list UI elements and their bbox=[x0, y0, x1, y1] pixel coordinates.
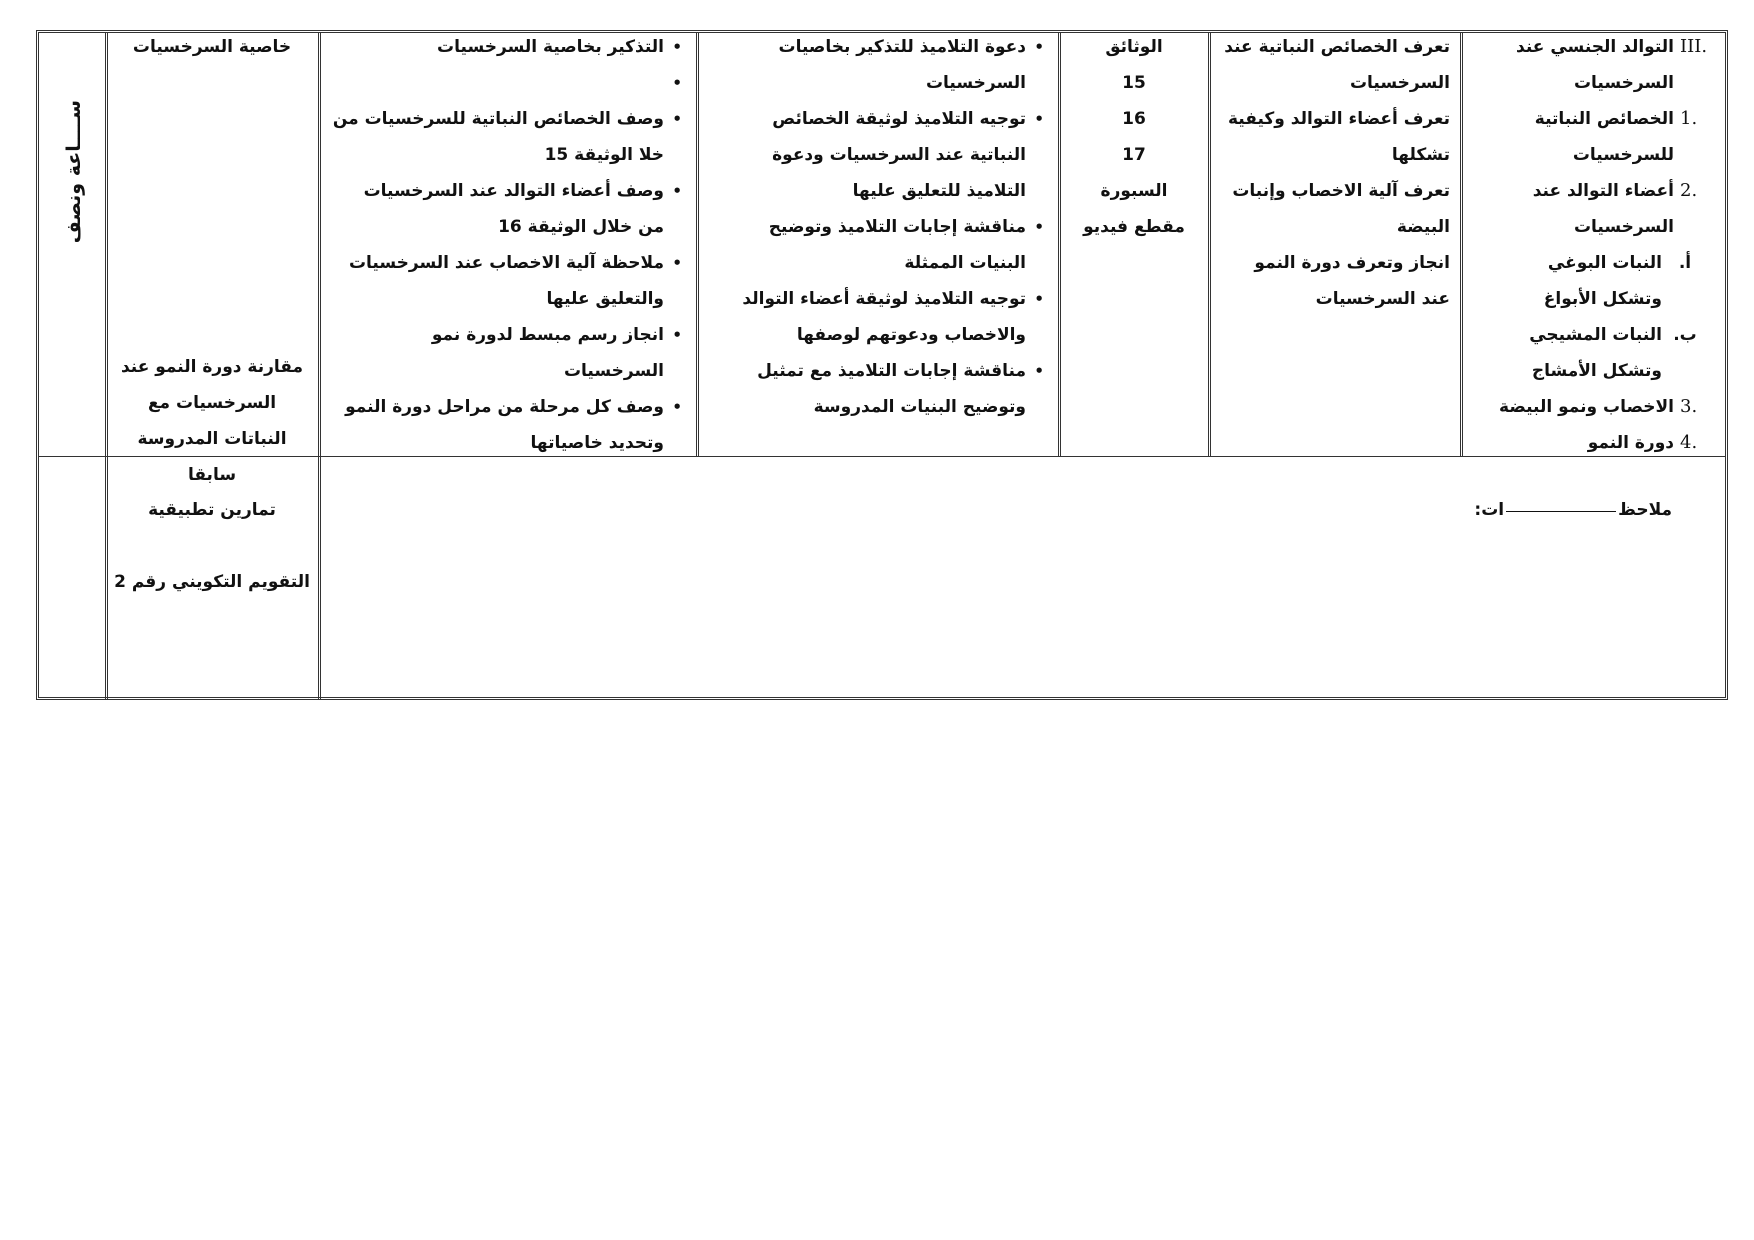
document-ref: 15 bbox=[1122, 73, 1146, 93]
list-item: • انجاز رسم مبسط لدورة نمو السرخسيات bbox=[332, 317, 686, 389]
content-column bbox=[1466, 29, 1716, 461]
objective: تعرف الخصائص النباتية عند السرخسيات bbox=[1224, 37, 1450, 93]
objective: تعرف آلية الاخصاب وإنبات البيضة bbox=[1232, 181, 1450, 237]
column-divider bbox=[1460, 33, 1463, 456]
column-divider bbox=[696, 33, 699, 456]
list-item: 1. الخصائص النباتية للسرخسيات bbox=[1534, 108, 1698, 165]
evaluation-column-top bbox=[114, 29, 310, 65]
column-divider bbox=[318, 33, 321, 700]
evaluation-bottom: مقارنة دورة النمو عند السرخسيات مع النباتات المدروسة سابقا bbox=[120, 357, 304, 485]
list-item: 2. أعضاء التوالد عند السرخسيات bbox=[1532, 180, 1698, 237]
objective: تعرف أعضاء التوالد وكيفية تشكلها bbox=[1227, 109, 1450, 165]
student-activities-column bbox=[332, 29, 686, 461]
teacher-activities-column bbox=[712, 29, 1048, 425]
list-item: • وصف كل مرحلة من مراحل دورة النمو وتحديد خاصياتها bbox=[332, 389, 686, 461]
list-item: • مناقشة إجابات التلاميذ مع تمثيل وتوضيح البنيات المدروسة bbox=[712, 353, 1048, 425]
exercises-label: تمارين تطبيقية bbox=[148, 500, 276, 520]
documents-heading: الوثائق bbox=[1105, 37, 1163, 57]
document-ref: 16 bbox=[1122, 109, 1146, 129]
duration-cell bbox=[52, 92, 96, 252]
list-item: • وصف الخصائص النباتية للسرخسيات من خلا الوثيقة 15 bbox=[332, 101, 686, 173]
list-item: • وصف أعضاء التوالد عند السرخسيات من خلال الوثيقة 16 bbox=[332, 173, 686, 245]
list-item: 3. الاخصاب ونمو البيضة bbox=[1499, 396, 1698, 417]
column-divider bbox=[105, 33, 108, 700]
duration-label: ســــاعة ونصف bbox=[63, 100, 85, 244]
notes-label: ملاحظات: bbox=[1474, 500, 1672, 520]
list-item: • مناقشة إجابات التلاميذ وتوضيح البنيات الممثلة bbox=[712, 209, 1048, 281]
main-title: التوالد الجنسي عند السرخسيات bbox=[1516, 37, 1674, 93]
list-item bbox=[332, 65, 686, 101]
list-item: 4. دورة النمو bbox=[1587, 432, 1698, 453]
column-divider bbox=[1058, 33, 1061, 456]
evaluation-top: خاصية السرخسيات bbox=[132, 37, 292, 57]
list-item: • ملاحظة آلية الاخصاب عند السرخسيات والتعليق عليها bbox=[332, 245, 686, 317]
tool: السبورة bbox=[1100, 181, 1168, 201]
evaluation-column-bottom bbox=[114, 349, 310, 493]
formative-evaluation-label: التقويم التكويني رقم 2 bbox=[114, 572, 310, 592]
notes-cell bbox=[1300, 492, 1672, 528]
objective: انجاز وتعرف دورة النمو عند السرخسيات bbox=[1254, 253, 1450, 309]
column-divider bbox=[1208, 33, 1211, 456]
formative-evaluation-cell bbox=[114, 564, 310, 600]
list-item: • التذكير بخاصية السرخسيات bbox=[332, 29, 686, 65]
list-item: • دعوة التلاميذ للتذكير بخاصيات السرخسيات bbox=[712, 29, 1048, 101]
documents-column bbox=[1064, 29, 1204, 245]
sub-list-item: أ. النبات البوغي وتشكل الأبواغ bbox=[1543, 253, 1692, 309]
exercises-cell bbox=[114, 492, 310, 528]
objectives-column bbox=[1222, 29, 1450, 317]
list-item: • توجيه التلاميذ لوثيقة الخصائص النباتية عند السرخسيات ودعوة التلاميذ للتعليق عليها bbox=[712, 101, 1048, 209]
list-item: • توجيه التلاميذ لوثيقة أعضاء التوالد والاخصاب ودعوتهم لوصفها bbox=[712, 281, 1048, 353]
document-ref: 17 bbox=[1122, 145, 1146, 165]
main-heading: III. التوالد الجنسي عند السرخسيات bbox=[1516, 36, 1708, 93]
sub-list-item: ب. النبات المشيجي وتشكل الأمشاج bbox=[1529, 325, 1697, 381]
tool: مقطع فيديو bbox=[1083, 217, 1185, 237]
notes-underline bbox=[1506, 511, 1616, 512]
